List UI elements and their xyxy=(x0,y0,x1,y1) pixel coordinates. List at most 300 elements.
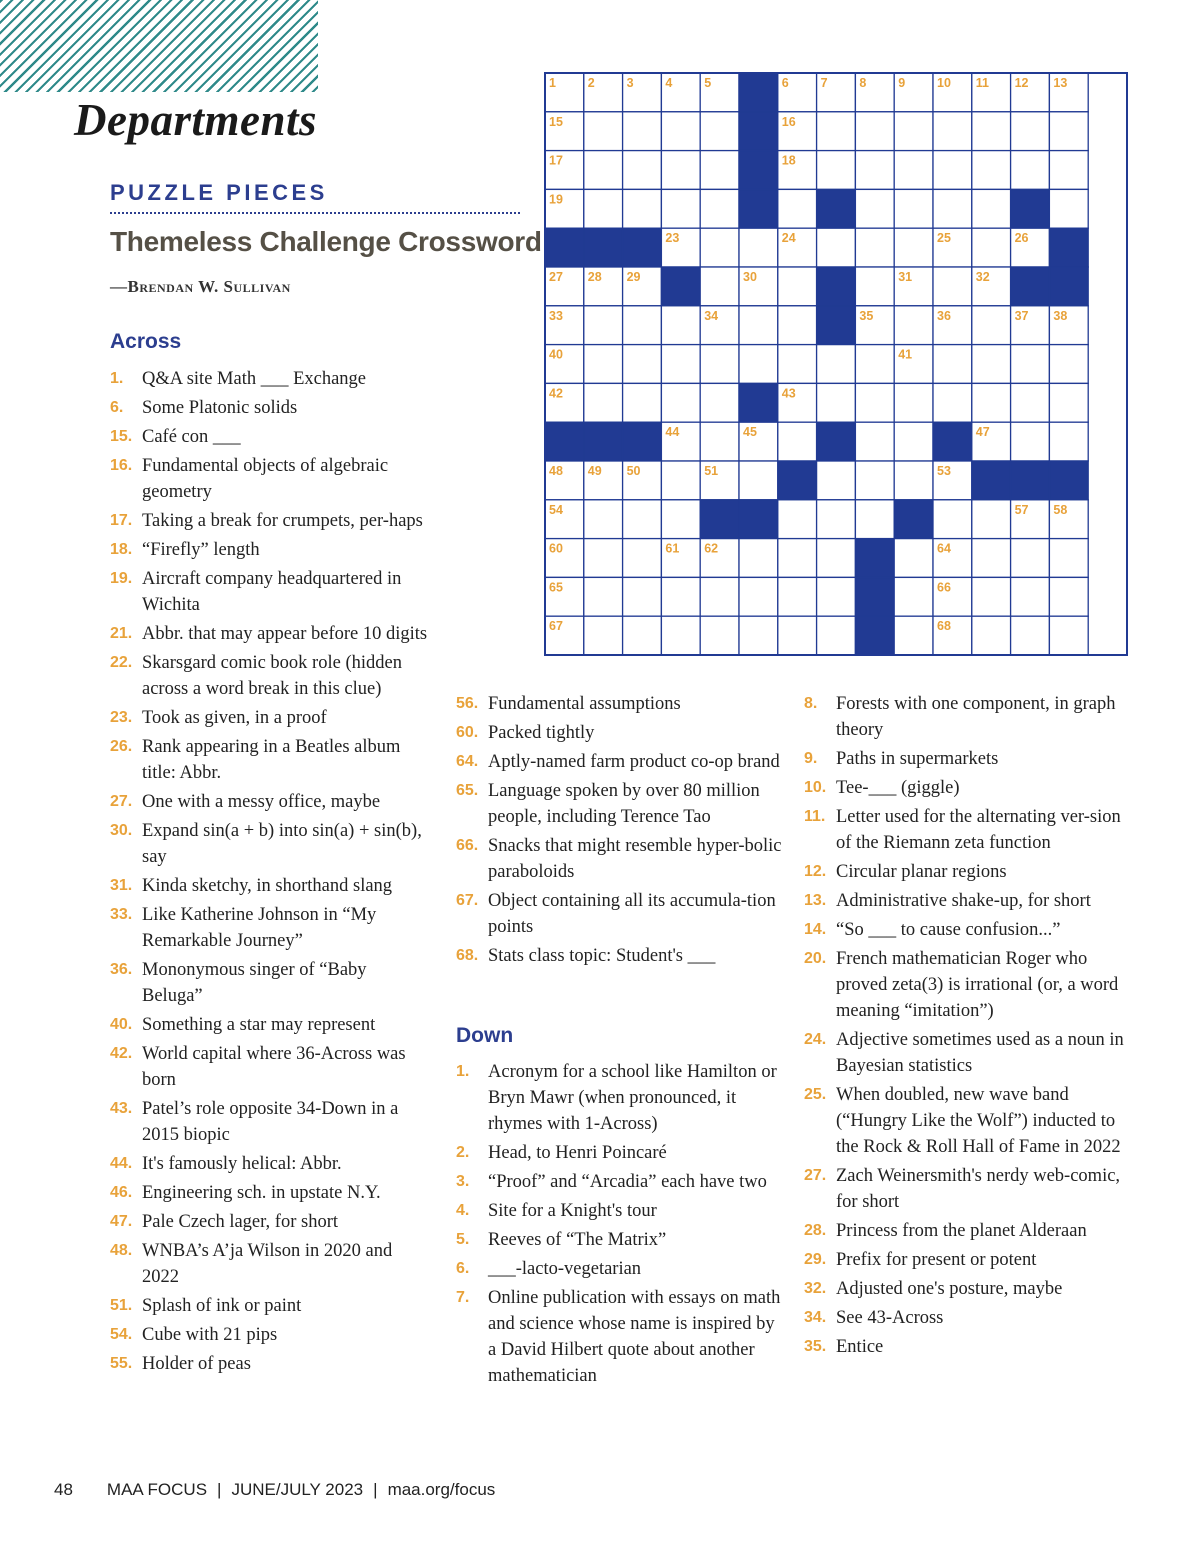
grid-cell[interactable] xyxy=(972,500,1011,539)
clue-number: 43. xyxy=(110,1100,133,1117)
grid-cell[interactable] xyxy=(778,577,817,616)
clue-item xyxy=(110,705,430,731)
grid-cell[interactable] xyxy=(700,228,739,267)
clue-number: 47. xyxy=(110,1213,133,1230)
grid-cell[interactable] xyxy=(972,112,1011,151)
grid-cell[interactable] xyxy=(817,461,856,500)
clue-number: 31. xyxy=(110,877,133,894)
clue-text: Princess from the planet Alderaan xyxy=(836,1221,1087,1241)
grid-cell[interactable] xyxy=(1011,151,1050,190)
grid-cell[interactable] xyxy=(972,616,1011,655)
cell-number: 6 xyxy=(781,76,789,90)
clue-text: Prefix for present or potent xyxy=(836,1250,1037,1270)
grid-cell[interactable] xyxy=(661,151,700,190)
clue-item xyxy=(110,789,430,815)
grid-cell[interactable] xyxy=(584,577,623,616)
grid-cell[interactable] xyxy=(623,189,662,228)
clue-item xyxy=(110,902,430,954)
grid-cell[interactable] xyxy=(855,345,894,384)
clue-text: Paths in supermarkets xyxy=(836,749,999,769)
clue-text: Cube with 21 pips xyxy=(142,1325,278,1345)
black-square xyxy=(623,228,662,267)
clue-item xyxy=(804,1218,1140,1244)
cell-number: 41 xyxy=(898,347,913,362)
grid-cell[interactable] xyxy=(739,306,778,345)
grid-cell[interactable] xyxy=(778,189,817,228)
black-square xyxy=(623,422,662,461)
grid-cell[interactable] xyxy=(1049,577,1088,616)
grid-cell[interactable] xyxy=(778,422,817,461)
clue-text: World capital where 36-Across was born xyxy=(142,1044,406,1090)
clue-number: 68. xyxy=(456,947,479,964)
black-square xyxy=(933,422,972,461)
grid-cell[interactable] xyxy=(817,345,856,384)
grid-cell[interactable] xyxy=(739,616,778,655)
grid-cell[interactable] xyxy=(933,189,972,228)
clue-item xyxy=(804,1334,1140,1360)
cell-number: 33 xyxy=(549,308,563,323)
black-square xyxy=(855,616,894,655)
black-square xyxy=(1011,267,1050,306)
grid-cell[interactable] xyxy=(778,267,817,306)
black-square xyxy=(1011,189,1050,228)
clue-text: Acronym for a school like Hamilton or Bryn Mawr (when pronounced, it rhymes with 1-Across) xyxy=(488,1062,777,1134)
grid-cell[interactable] xyxy=(972,383,1011,422)
grid-cell[interactable] xyxy=(1011,539,1050,578)
grid-cell[interactable] xyxy=(1011,112,1050,151)
black-square xyxy=(855,539,894,578)
grid-cell[interactable] xyxy=(623,345,662,384)
cell-number: 30 xyxy=(743,270,757,284)
clue-text: Entice xyxy=(836,1337,884,1357)
clue-text: See 43-Across xyxy=(836,1308,944,1328)
clue-number: 67. xyxy=(456,892,479,909)
clue-item xyxy=(110,734,430,786)
grid-cell[interactable] xyxy=(1049,383,1088,422)
grid-cell[interactable] xyxy=(894,616,933,655)
clue-text: Language spoken by over 80 million people, including Terence Tao xyxy=(488,781,760,827)
clue-item xyxy=(456,1198,786,1224)
grid-cell[interactable] xyxy=(894,383,933,422)
clue-number: 13. xyxy=(804,892,827,909)
grid-cell[interactable] xyxy=(584,500,623,539)
cell-number: 31 xyxy=(898,270,913,284)
grid-cell[interactable] xyxy=(933,345,972,384)
clue-number: 12. xyxy=(804,863,827,880)
clue-text: When doubled, new wave band (“Hungry Like the Wolf”) inducted to the Rock & Roll Hall of Fame in 2022 xyxy=(836,1085,1121,1157)
clue-text: Reeves of “The Matrix” xyxy=(488,1230,667,1250)
clue-item xyxy=(804,1305,1140,1331)
clue-item xyxy=(110,1041,430,1093)
cell-number: 57 xyxy=(1014,502,1029,517)
grid-cell[interactable] xyxy=(894,306,933,345)
clue-number: 55. xyxy=(110,1355,133,1372)
clue-text: Circular planar regions xyxy=(836,862,1007,882)
grid-cell[interactable] xyxy=(817,228,856,267)
grid-cell[interactable] xyxy=(972,306,1011,345)
black-square xyxy=(739,112,778,151)
grid-cell[interactable] xyxy=(1049,539,1088,578)
cell-number: 64 xyxy=(937,541,951,556)
grid-cell[interactable] xyxy=(623,500,662,539)
grid-cell[interactable] xyxy=(855,112,894,151)
clue-number: 2. xyxy=(456,1144,470,1161)
clue-item xyxy=(110,957,430,1009)
clue-item xyxy=(456,1285,786,1389)
clue-text: Site for a Knight's tour xyxy=(488,1201,657,1221)
black-square xyxy=(1049,228,1088,267)
black-square xyxy=(778,461,817,500)
grid-cell[interactable] xyxy=(933,500,972,539)
clue-text: Fundamental objects of algebraic geometry xyxy=(142,456,389,502)
grid-cell[interactable] xyxy=(1049,422,1088,461)
clue-item xyxy=(110,453,430,505)
clue-item xyxy=(110,366,430,392)
clue-number: 27. xyxy=(110,793,133,810)
clue-text: Object containing all its accumula-tion points xyxy=(488,891,776,937)
cell-number: 17 xyxy=(549,153,563,168)
black-square xyxy=(584,422,623,461)
grid-cell[interactable] xyxy=(661,461,700,500)
grid-cell[interactable] xyxy=(739,461,778,500)
grid-cell[interactable] xyxy=(1049,112,1088,151)
cell-number: 43 xyxy=(781,386,796,401)
grid-cell[interactable] xyxy=(855,500,894,539)
grid-cell[interactable] xyxy=(817,539,856,578)
down-heading: Down xyxy=(456,1024,514,1047)
grid-cell[interactable] xyxy=(661,306,700,345)
grid-cell[interactable] xyxy=(778,306,817,345)
grid-cell[interactable] xyxy=(1049,345,1088,384)
black-square xyxy=(739,500,778,539)
clue-text: Engineering sch. in upstate N.Y. xyxy=(142,1183,381,1203)
cell-number: 32 xyxy=(975,270,990,284)
clue-number: 33. xyxy=(110,906,133,923)
grid-cell[interactable] xyxy=(584,112,623,151)
clue-text: ___-lacto-vegetarian xyxy=(488,1259,642,1279)
clue-item xyxy=(456,833,786,885)
black-square xyxy=(700,500,739,539)
clue-number: 26. xyxy=(110,738,133,755)
grid-cell[interactable] xyxy=(661,616,700,655)
grid-cell[interactable] xyxy=(739,539,778,578)
grid-cell[interactable] xyxy=(972,345,1011,384)
grid-cell[interactable] xyxy=(894,422,933,461)
cell-number: 8 xyxy=(859,76,867,90)
grid-cell[interactable] xyxy=(584,151,623,190)
clue-text: Packed tightly xyxy=(488,723,595,743)
cell-number: 15 xyxy=(549,114,563,129)
grid-cell[interactable] xyxy=(661,383,700,422)
clue-number: 42. xyxy=(110,1045,133,1062)
cell-number: 9 xyxy=(898,76,906,90)
clue-text: Head, to Henri Poincaré xyxy=(488,1143,667,1163)
clue-number: 20. xyxy=(804,950,827,967)
crossword-grid xyxy=(544,72,1128,656)
grid-cell[interactable] xyxy=(972,151,1011,190)
grid-cell[interactable] xyxy=(661,500,700,539)
clue-number: 6. xyxy=(110,399,124,416)
decorative-hatch-band xyxy=(0,0,318,92)
clue-item xyxy=(804,775,1140,801)
cell-number: 65 xyxy=(549,580,563,595)
grid-cell[interactable] xyxy=(700,112,739,151)
grid-cell[interactable] xyxy=(855,383,894,422)
page-number: 48 xyxy=(54,1480,73,1499)
clue-number: 46. xyxy=(110,1184,133,1201)
grid-cell[interactable] xyxy=(584,345,623,384)
grid-cell[interactable] xyxy=(894,228,933,267)
grid-cell[interactable] xyxy=(700,151,739,190)
grid-cell[interactable] xyxy=(1011,345,1050,384)
grid-cell[interactable] xyxy=(894,577,933,616)
grid-cell[interactable] xyxy=(700,616,739,655)
clue-text: Rank appearing in a Beatles album title: Abbr. xyxy=(142,737,401,783)
grid-cell[interactable] xyxy=(584,306,623,345)
grid-cell[interactable] xyxy=(1011,616,1050,655)
clue-text: Letter used for the alternating ver-sion of the Riemann zeta function xyxy=(836,807,1121,853)
clue-text: Online publication with essays on math and science whose name is inspired by a David Hilbert quote about another mathematician xyxy=(488,1288,781,1386)
clue-number: 35. xyxy=(804,1338,827,1355)
grid-cell[interactable] xyxy=(817,500,856,539)
clue-item xyxy=(110,566,430,618)
black-square xyxy=(739,189,778,228)
clue-item xyxy=(456,749,786,775)
clue-item xyxy=(804,1027,1140,1079)
grid-cell[interactable] xyxy=(1049,189,1088,228)
black-square xyxy=(739,383,778,422)
cell-number: 40 xyxy=(549,347,563,362)
grid-cell[interactable] xyxy=(1049,616,1088,655)
grid-cell[interactable] xyxy=(972,539,1011,578)
cell-number: 47 xyxy=(975,425,990,440)
cell-number: 26 xyxy=(1014,231,1029,246)
black-square xyxy=(817,306,856,345)
cell-number: 44 xyxy=(665,425,680,440)
clue-item xyxy=(110,1351,430,1377)
grid-cell[interactable] xyxy=(700,345,739,384)
grid-cell[interactable] xyxy=(623,577,662,616)
grid-cell[interactable] xyxy=(778,539,817,578)
clue-text: Skarsgard comic book role (hidden across a word break in this clue) xyxy=(142,653,402,699)
cell-number: 45 xyxy=(743,425,757,440)
clue-item xyxy=(804,1163,1140,1215)
grid-cell[interactable] xyxy=(817,616,856,655)
grid-cell[interactable] xyxy=(700,189,739,228)
grid-cell[interactable] xyxy=(623,616,662,655)
cell-number: 49 xyxy=(587,464,602,478)
clue-item xyxy=(110,818,430,870)
grid-cell[interactable] xyxy=(894,112,933,151)
grid-cell[interactable] xyxy=(584,189,623,228)
grid-cell[interactable] xyxy=(894,461,933,500)
clue-item xyxy=(110,1293,430,1319)
issue-date: JUNE/JULY 2023 xyxy=(231,1480,364,1499)
grid-cell[interactable] xyxy=(623,151,662,190)
clue-number: 32. xyxy=(804,1280,827,1297)
clue-number: 30. xyxy=(110,822,133,839)
grid-cell[interactable] xyxy=(661,112,700,151)
grid-cell[interactable] xyxy=(855,422,894,461)
clue-number: 27. xyxy=(804,1167,827,1184)
grid-cell[interactable] xyxy=(778,616,817,655)
clue-text: Took as given, in a proof xyxy=(142,708,327,728)
clue-number: 60. xyxy=(456,724,479,741)
clue-text: It's famously helical: Abbr. xyxy=(142,1154,342,1174)
grid-cell[interactable] xyxy=(894,539,933,578)
clue-number: 36. xyxy=(110,961,133,978)
grid-cell[interactable] xyxy=(778,345,817,384)
clue-text: Something a star may represent xyxy=(142,1015,376,1035)
cell-number: 27 xyxy=(549,270,563,284)
grid-cell[interactable] xyxy=(933,112,972,151)
clue-text: Zach Weinersmith's nerdy web-comic, for short xyxy=(836,1166,1121,1212)
black-square xyxy=(817,189,856,228)
clue-item xyxy=(804,691,1140,743)
grid-cell[interactable] xyxy=(739,228,778,267)
cell-number: 50 xyxy=(626,464,641,478)
black-square xyxy=(817,267,856,306)
puzzle-title: Themeless Challenge Crossword xyxy=(110,226,542,257)
clue-number: 28. xyxy=(804,1222,827,1239)
cell-number: 35 xyxy=(859,308,874,323)
clue-text: Forests with one component, in graph theory xyxy=(836,694,1116,740)
cell-number: 12 xyxy=(1014,76,1029,90)
clue-number: 65. xyxy=(456,782,479,799)
grid-cell[interactable] xyxy=(1011,577,1050,616)
black-square xyxy=(661,267,700,306)
black-square xyxy=(584,228,623,267)
grid-cell[interactable] xyxy=(817,577,856,616)
grid-cell[interactable] xyxy=(1049,151,1088,190)
clue-text: Q&A site Math ___ Exchange xyxy=(142,369,367,389)
grid-cell[interactable] xyxy=(855,189,894,228)
grid-cell[interactable] xyxy=(623,539,662,578)
grid-cell[interactable] xyxy=(778,500,817,539)
clue-number: 19. xyxy=(110,570,133,587)
grid-cell[interactable] xyxy=(661,577,700,616)
clue-item xyxy=(110,395,430,421)
clue-item xyxy=(110,873,430,899)
cell-number: 58 xyxy=(1053,502,1068,517)
grid-cell[interactable] xyxy=(700,422,739,461)
clue-item xyxy=(456,1169,786,1195)
grid-cell[interactable] xyxy=(739,577,778,616)
clue-text: Adjective sometimes used as a noun in Bayesian statistics xyxy=(836,1030,1124,1076)
grid-cell[interactable] xyxy=(623,383,662,422)
clue-item xyxy=(110,1012,430,1038)
grid-cell[interactable] xyxy=(855,228,894,267)
cell-number: 1 xyxy=(549,76,556,90)
clue-text: “Firefly” length xyxy=(142,540,260,560)
grid-cell[interactable] xyxy=(855,151,894,190)
grid-cell[interactable] xyxy=(739,345,778,384)
grid-cell[interactable] xyxy=(1011,422,1050,461)
clue-number: 44. xyxy=(110,1155,133,1172)
clue-number: 51. xyxy=(110,1297,133,1314)
black-square xyxy=(817,422,856,461)
clue-item xyxy=(456,1227,786,1253)
cell-number: 13 xyxy=(1053,76,1068,90)
clue-item xyxy=(110,1209,430,1235)
clue-text: Tee-___ (giggle) xyxy=(836,778,960,798)
clue-text: Stats class topic: Student's ___ xyxy=(488,946,716,966)
clue-text: Adjusted one's posture, maybe xyxy=(836,1279,1063,1299)
grid-cell[interactable] xyxy=(933,267,972,306)
grid-cell[interactable] xyxy=(661,345,700,384)
clue-number: 56. xyxy=(456,695,479,712)
grid-cell[interactable] xyxy=(661,189,700,228)
grid-cell[interactable] xyxy=(623,112,662,151)
clue-text: Splash of ink or paint xyxy=(142,1296,302,1316)
clue-text: Mononymous singer of “Baby Beluga” xyxy=(142,960,367,1006)
cell-number: 51 xyxy=(704,464,719,478)
grid-cell[interactable] xyxy=(584,539,623,578)
clue-number: 15. xyxy=(110,428,133,445)
grid-cell[interactable] xyxy=(894,151,933,190)
clue-number: 4. xyxy=(456,1202,470,1219)
grid-cell[interactable] xyxy=(972,577,1011,616)
grid-cell[interactable] xyxy=(933,151,972,190)
clue-item xyxy=(456,691,786,717)
grid-cell[interactable] xyxy=(700,577,739,616)
grid-cell[interactable] xyxy=(700,267,739,306)
clue-item xyxy=(456,943,786,969)
clue-number: 22. xyxy=(110,654,133,671)
cell-number: 2 xyxy=(587,76,595,90)
clue-text: Kinda sketchy, in shorthand slang xyxy=(142,876,393,896)
clue-item xyxy=(804,946,1140,1024)
footer-separator: | xyxy=(217,1480,222,1499)
cell-number: 29 xyxy=(626,270,641,284)
clue-item xyxy=(110,424,430,450)
clue-number: 25. xyxy=(804,1086,827,1103)
grid-cell[interactable] xyxy=(894,189,933,228)
grid-cell[interactable] xyxy=(817,383,856,422)
grid-cell[interactable] xyxy=(584,616,623,655)
down-clue-list-middle xyxy=(456,1059,786,1392)
puzzle-author: —Brendan W. Sullivan xyxy=(110,277,291,296)
clue-item xyxy=(456,888,786,940)
grid-cell[interactable] xyxy=(972,228,1011,267)
clue-item xyxy=(456,778,786,830)
grid-cell[interactable] xyxy=(700,383,739,422)
cell-number: 4 xyxy=(665,76,673,90)
grid-cell[interactable] xyxy=(1011,383,1050,422)
grid-cell[interactable] xyxy=(584,383,623,422)
clue-number: 1. xyxy=(110,370,124,387)
clue-item xyxy=(110,1238,430,1290)
clue-text: Some Platonic solids xyxy=(142,398,298,418)
clue-item xyxy=(110,1322,430,1348)
clue-item xyxy=(110,650,430,702)
grid-cell[interactable] xyxy=(855,267,894,306)
clue-item xyxy=(456,1256,786,1282)
cell-number: 54 xyxy=(549,502,563,517)
clue-number: 10. xyxy=(804,779,827,796)
grid-cell[interactable] xyxy=(623,306,662,345)
grid-cell[interactable] xyxy=(855,461,894,500)
grid-cell[interactable] xyxy=(817,112,856,151)
grid-cell[interactable] xyxy=(972,189,1011,228)
cell-number: 24 xyxy=(781,231,796,246)
clue-number: 6. xyxy=(456,1260,470,1277)
clue-text: Aptly-named farm product co-op brand xyxy=(488,752,780,772)
grid-cell[interactable] xyxy=(817,151,856,190)
clue-number: 7. xyxy=(456,1289,470,1306)
grid-cell[interactable] xyxy=(933,383,972,422)
across-heading: Across xyxy=(110,330,182,353)
